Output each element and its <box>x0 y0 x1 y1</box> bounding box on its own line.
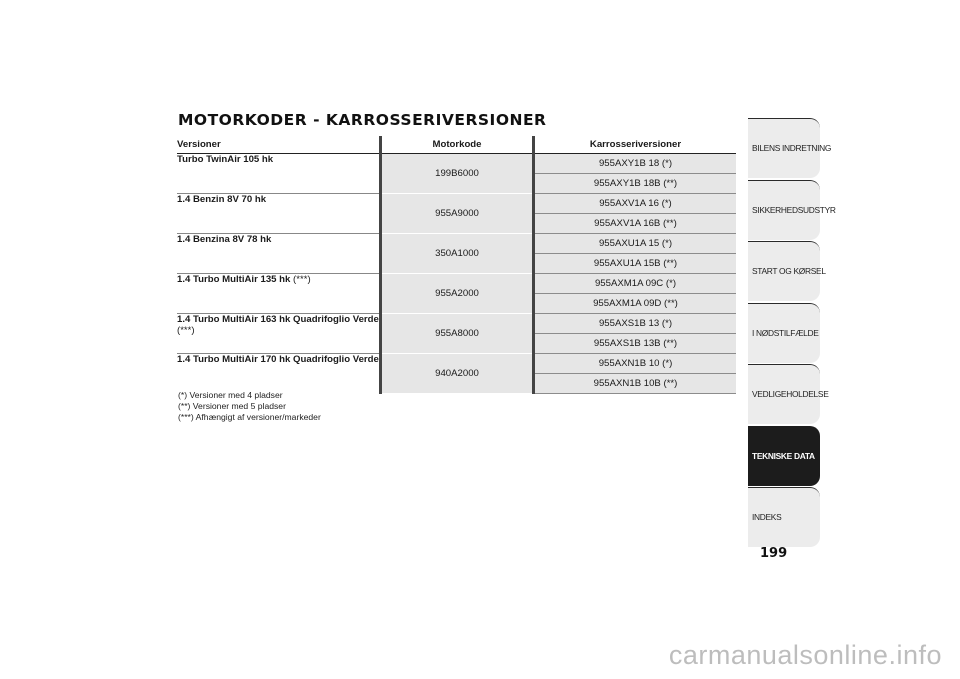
engine-code-cell: 199B6000 <box>381 154 534 194</box>
column-header-engine-code: Motorkode <box>381 136 534 154</box>
body-version-cell: 955AXS1B 13 (*) <box>534 314 737 334</box>
column-header-version: Versioner <box>177 136 381 154</box>
chapter-tabs <box>748 118 836 549</box>
tab-sikkerhedsudstyr[interactable]: SIKKERHEDSUDSTYR <box>748 180 820 240</box>
body-version-cell: 955AXS1B 13B (**) <box>534 334 737 354</box>
version-name: 1.4 Turbo MultiAir 163 hk Quadrifoglio Verde <box>177 314 379 325</box>
table-row <box>177 194 736 214</box>
tab-bilens-indretning[interactable]: BILENS INDRETNING <box>748 118 820 178</box>
engine-code-cell: 955A2000 <box>381 274 534 314</box>
page-title: MOTORKODER - KARROSSERIVERSIONER <box>178 111 547 129</box>
body-version-cell: 955AXY1B 18 (*) <box>534 154 737 174</box>
version-name: 1.4 Turbo MultiAir 135 hk <box>177 274 291 285</box>
version-cell <box>177 194 381 234</box>
engine-code-cell: 955A9000 <box>381 194 534 234</box>
tab-tekniske-data[interactable]: TEKNISKE DATA <box>748 426 820 486</box>
body-version-cell: 955AXN1B 10 (*) <box>534 354 737 374</box>
body-version-cell: 955AXM1A 09C (*) <box>534 274 737 294</box>
body-version-cell: 955AXU1A 15 (*) <box>534 234 737 254</box>
engine-code-cell: 940A2000 <box>381 354 534 394</box>
version-cell <box>177 274 381 314</box>
column-header-body-version: Karrosseriversioner <box>534 136 737 154</box>
footnote: (*) Versioner med 4 pladser <box>178 390 283 400</box>
version-suffix: (***) <box>293 274 311 285</box>
body-version-cell: 955AXV1A 16 (*) <box>534 194 737 214</box>
version-name: 1.4 Benzina 8V 78 hk <box>177 234 272 245</box>
table-row <box>177 154 736 174</box>
table-row <box>177 274 736 294</box>
engine-code-cell: 350A1000 <box>381 234 534 274</box>
version-cell <box>177 354 381 394</box>
body-version-cell: 955AXM1A 09D (**) <box>534 294 737 314</box>
footnote: (***) Afhængigt af versioner/markeder <box>178 412 321 422</box>
engine-codes-table <box>177 136 736 394</box>
tab-indeks[interactable]: INDEKS <box>748 487 820 547</box>
watermark: carmanualsonline.info <box>668 640 942 670</box>
body-version-cell: 955AXU1A 15B (**) <box>534 254 737 274</box>
body-version-cell: 955AXV1A 16B (**) <box>534 214 737 234</box>
body-version-cell: 955AXN1B 10B (**) <box>534 374 737 394</box>
tab-vedligeholdelse[interactable]: VEDLIGEHOLDELSE <box>748 364 820 424</box>
page-number: 199 <box>760 546 788 561</box>
table-row <box>177 314 736 334</box>
version-cell <box>177 314 381 354</box>
version-cell <box>177 234 381 274</box>
tab-i-nødstilfælde[interactable]: I NØDSTILFÆLDE <box>748 303 820 363</box>
table-body <box>177 154 736 394</box>
footnote: (**) Versioner med 5 pladser <box>178 401 286 411</box>
version-name: 1.4 Benzin 8V 70 hk <box>177 194 267 205</box>
engine-code-cell: 955A8000 <box>381 314 534 354</box>
tab-start-og-kørsel[interactable]: START OG KØRSEL <box>748 241 820 301</box>
table-row <box>177 234 736 254</box>
table-header-row <box>177 136 736 154</box>
version-suffix: (***) <box>177 325 195 336</box>
version-name: 1.4 Turbo MultiAir 170 hk Quadrifoglio Verde <box>177 354 379 365</box>
table-row <box>177 354 736 374</box>
version-cell <box>177 154 381 194</box>
version-name: Turbo TwinAir 105 hk <box>177 154 274 165</box>
body-version-cell: 955AXY1B 18B (**) <box>534 174 737 194</box>
footnotes <box>178 390 321 423</box>
